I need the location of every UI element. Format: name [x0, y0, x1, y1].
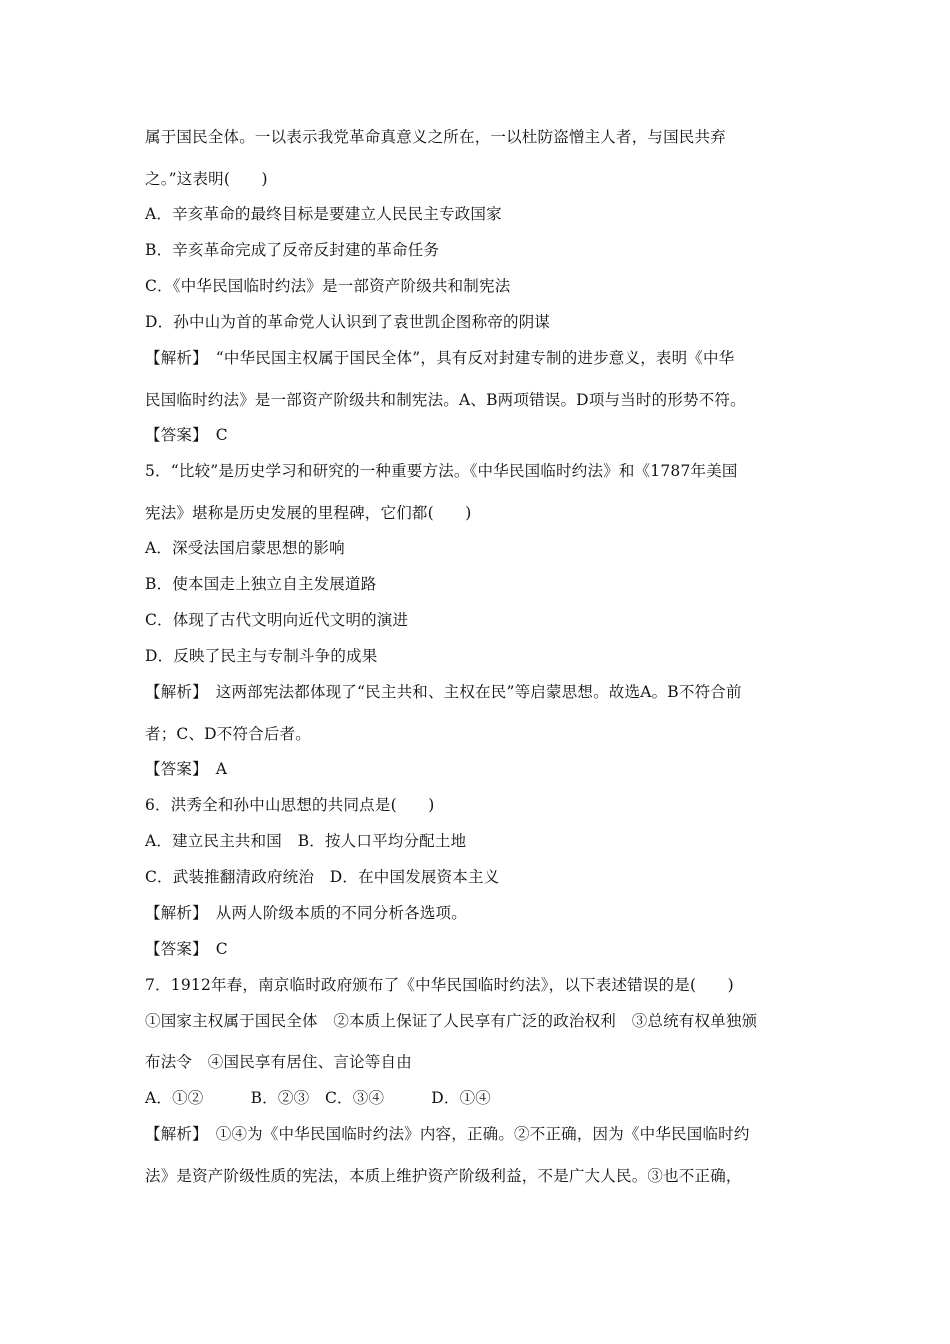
question-7-items: ①国家主权属于国民全体 ②本质上保证了人民享有广泛的政治权利 ③总统有权单独颁: [145, 1012, 758, 1030]
option-d: D．反映了民主与专制斗争的成果: [145, 647, 378, 665]
question-5-cont: 宪法》堪称是历史发展的里程碑，它们都( ): [145, 504, 472, 522]
analysis-line: 法》是资产阶级性质的宪法，本质上维护资产阶级利益，不是广大人民。③也不正确，: [145, 1167, 742, 1185]
analysis-line: 【解析】 这两部宪法都体现了“民主共和、主权在民”等启蒙思想。故选A。B不符合前: [145, 683, 742, 701]
analysis-line: 民国临时约法》是一部资产阶级共和制宪法。A、B两项错误。D项与当时的形势不符。: [145, 391, 746, 409]
answer-line: 【答案】 A: [145, 760, 228, 778]
analysis-line: 者；C、D不符合后者。: [145, 725, 311, 743]
options-row: A．①② B．②③ C．③④ D．①④: [145, 1089, 491, 1107]
answer-line: 【答案】 C: [145, 940, 228, 958]
analysis-line: 【解析】 “中华民国主权属于国民全体”，具有反对封建专制的进步意义，表明《中华: [145, 349, 735, 367]
text-line: 之。”这表明( ): [145, 170, 268, 188]
option-b: B．辛亥革命完成了反帝反封建的革命任务: [145, 241, 440, 259]
analysis-line: 【解析】 从两人阶级本质的不同分析各选项。: [145, 904, 467, 922]
question-5: 5．“比较”是历史学习和研究的一种重要方法。《中华民国临时约法》和《1787年美国: [145, 462, 738, 480]
question-7: 7．1912年春，南京临时政府颁布了《中华民国临时约法》，以下表述错误的是( ): [145, 976, 734, 994]
question-7-items-cont: 布法令 ④国民享有居住、言论等自由: [145, 1053, 412, 1071]
answer-line: 【答案】 C: [145, 426, 228, 444]
option-a: A．深受法国启蒙思想的影响: [145, 539, 345, 557]
option-a: A．辛亥革命的最终目标是要建立人民民主专政国家: [145, 205, 502, 223]
text-line: 属于国民全体。一以表示我党革命真意义之所在，一以杜防盗憎主人者，与国民共弃: [145, 128, 726, 146]
option-b: B．使本国走上独立自主发展道路: [145, 575, 377, 593]
option-d: D．孙中山为首的革命党人认识到了袁世凯企图称帝的阴谋: [145, 313, 551, 331]
option-c: C．《中华民国临时约法》是一部资产阶级共和制宪法: [145, 277, 511, 295]
options-cd: C．武装推翻清政府统治 D．在中国发展资本主义: [145, 868, 500, 886]
options-ab: A．建立民主共和国 B．按人口平均分配土地: [145, 832, 467, 850]
question-6: 6．洪秀全和孙中山思想的共同点是( ): [145, 796, 435, 814]
option-c: C．体现了古代文明向近代文明的演进: [145, 611, 409, 629]
analysis-line: 【解析】 ①④为《中华民国临时约法》内容，正确。②不正确，因为《中华民国临时约: [145, 1125, 750, 1143]
